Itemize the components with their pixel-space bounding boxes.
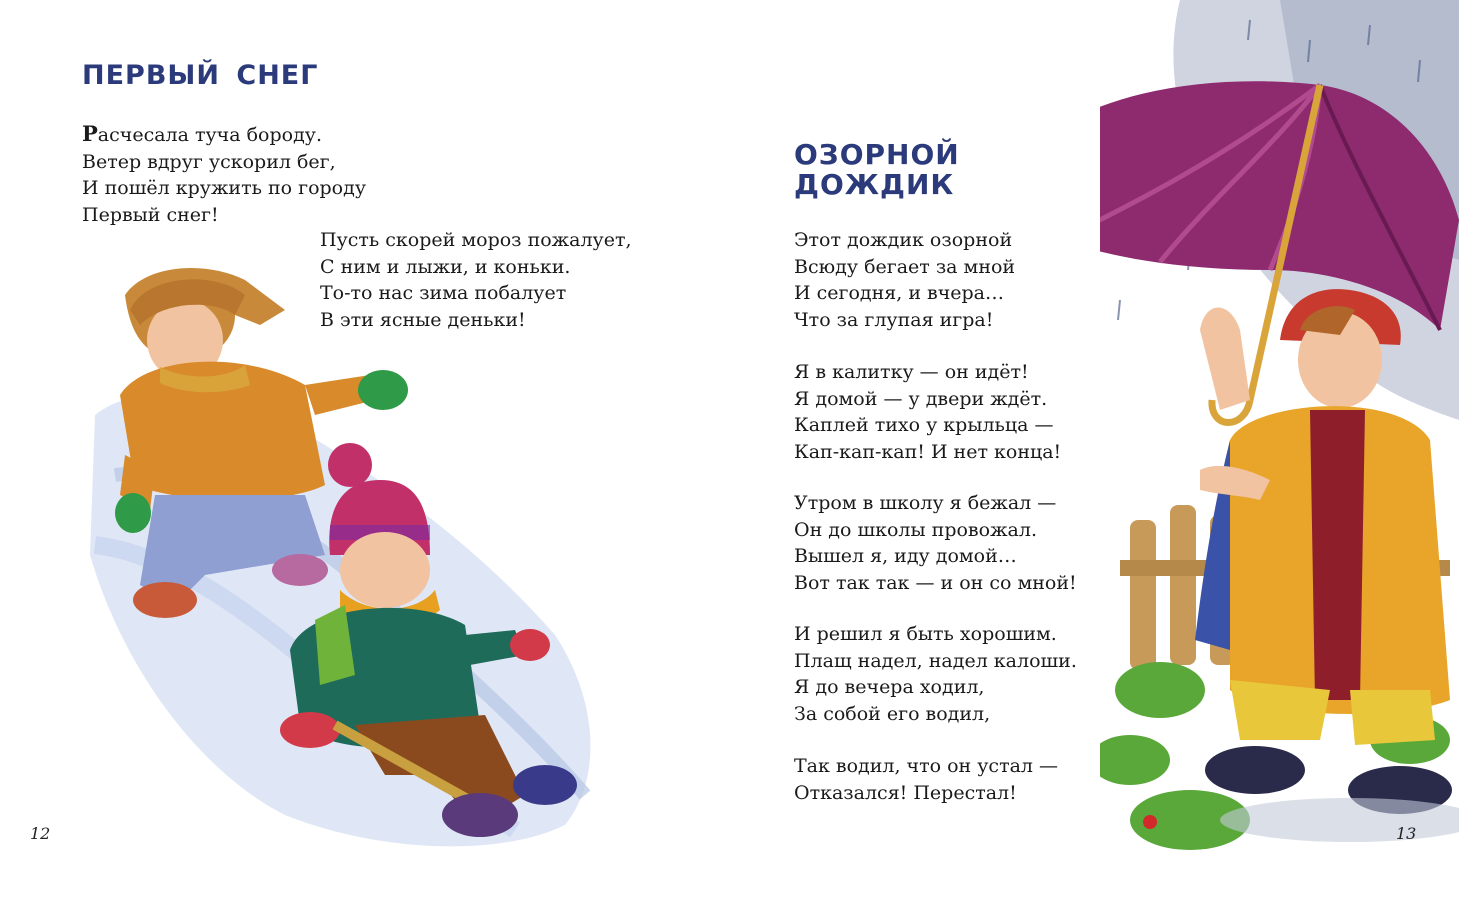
poem-stanza-2 xyxy=(794,359,1061,465)
poem-line: Что за глупая игра! xyxy=(794,308,994,331)
poem-line: Так водил, что он устал — xyxy=(794,755,1059,777)
poem-line: И решил я быть хорошим. xyxy=(794,623,1057,645)
poem-stanza-4 xyxy=(794,621,1077,727)
poem-line: Утром в школу я бежал — xyxy=(794,492,1057,514)
poem-line xyxy=(82,121,366,149)
poem-line: Он до школы провожал. xyxy=(794,518,1037,541)
poem-line: В эти ясные деньки! xyxy=(320,308,526,331)
poem-line: Кап-кап-кап! И нет конца! xyxy=(794,440,1062,463)
poem-line: Первый снег! xyxy=(82,203,219,226)
page-number-left: 12 xyxy=(30,824,51,843)
poem-line: Ветер вдруг ускорил бег, xyxy=(82,150,336,173)
poem-line: И пошёл кружить по городу xyxy=(82,177,366,199)
sledding-children-illustration xyxy=(85,255,605,865)
poem-line: Плащ надел, надел калоши. xyxy=(794,649,1077,672)
poem-stanza-1 xyxy=(794,227,1015,333)
poem-line: Всюду бегает за мной xyxy=(794,255,1016,278)
poem-line: Вышел я, иду домой… xyxy=(794,545,1017,567)
poem-title-naughty-rain xyxy=(794,140,960,200)
poem-line: Пусть скорей мороз пожалует, xyxy=(320,229,632,251)
poem-line: То-то нас зима побалует xyxy=(320,282,567,304)
title-line-2: ДОЖДИК xyxy=(794,168,955,201)
poem-stanza-5 xyxy=(794,753,1058,806)
poem-stanza-3 xyxy=(794,490,1077,596)
poem-line: Я домой — у двери ждёт. xyxy=(794,387,1048,410)
title-line-1: ОЗОРНОЙ xyxy=(794,138,960,171)
poem-line: И сегодня, и вчера… xyxy=(794,282,1005,304)
poem-line: Я в калитку — он идёт! xyxy=(794,361,1029,383)
poem-line: Этот дождик озорной xyxy=(794,229,1013,251)
poem-line: Каплей тихо у крыльца — xyxy=(794,414,1054,436)
poem-line: Вот так так — и он со мной! xyxy=(794,571,1077,594)
right-page xyxy=(730,0,1459,900)
drop-cap: Р xyxy=(82,121,98,146)
poem-line: Отказался! Перестал! xyxy=(794,781,1017,804)
ladybug xyxy=(1143,815,1157,829)
poem-line: С ним и лыжи, и коньки. xyxy=(320,255,571,278)
poem-line: За собой его водил, xyxy=(794,702,991,725)
poem-line: Я до вечера ходил, xyxy=(794,676,985,698)
poem-title-first-snow: ПЕРВЫЙ СНЕГ xyxy=(82,60,319,91)
poem-stanza-1 xyxy=(82,121,366,228)
boy-umbrella-illustration xyxy=(1100,0,1459,880)
page-number-right: 13 xyxy=(1396,824,1417,843)
poem-line-rest: асчесала туча бороду. xyxy=(97,124,322,146)
